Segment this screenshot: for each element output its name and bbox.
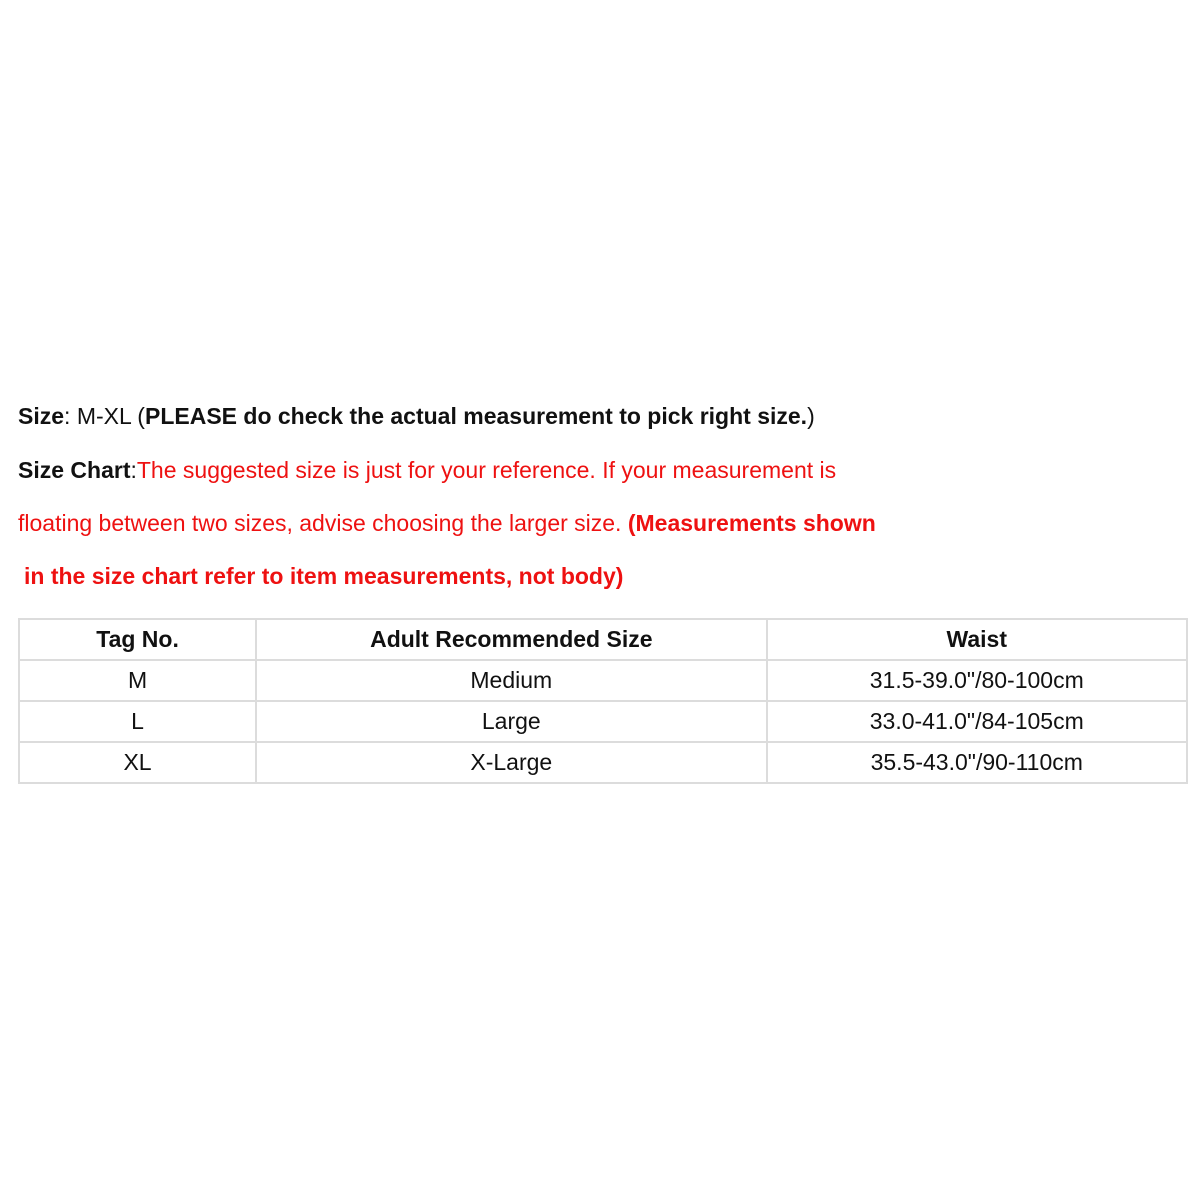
size-line: [18, 398, 815, 434]
size-table: [18, 618, 1188, 784]
size-chart-text-1: The suggested size is just for your reference. If your measurement is: [136, 457, 837, 483]
size-open-paren: (: [130, 403, 145, 429]
table-header-row: [19, 619, 1187, 660]
size-value: M-XL: [76, 403, 131, 429]
header-recommended-size: Adult Recommended Size: [256, 619, 766, 660]
size-label: Size: [18, 403, 65, 429]
size-chart-text-2: floating between two sizes, advise choosing the larger size.: [18, 510, 628, 536]
cell-recommended-size: Large: [256, 701, 766, 742]
cell-tag: L: [19, 701, 256, 742]
size-chart-bold-1: (Measurements shown: [627, 510, 876, 536]
size-chart-separator: :: [130, 457, 137, 483]
table-row: [19, 660, 1187, 701]
cell-waist: 35.5-43.0"/90-110cm: [767, 742, 1188, 783]
size-chart-line-3: [24, 558, 623, 594]
cell-tag: M: [19, 660, 256, 701]
header-waist: Waist: [767, 619, 1188, 660]
size-close-paren: ): [807, 403, 815, 429]
size-chart-bold-2: in the size chart refer to item measurements, not body): [24, 563, 624, 589]
size-note: PLEASE do check the actual measurement to pick right size.: [144, 403, 808, 429]
cell-waist: 33.0-41.0"/84-105cm: [767, 701, 1188, 742]
cell-recommended-size: Medium: [256, 660, 766, 701]
cell-waist: 31.5-39.0"/80-100cm: [767, 660, 1188, 701]
cell-tag: XL: [19, 742, 256, 783]
table-row: [19, 701, 1187, 742]
size-chart-label: Size Chart: [18, 457, 131, 483]
size-chart-line-1: [18, 452, 836, 488]
header-tag-no: Tag No.: [19, 619, 256, 660]
cell-recommended-size: X-Large: [256, 742, 766, 783]
table-row: [19, 742, 1187, 783]
size-separator: :: [64, 403, 77, 429]
size-chart-line-2: [18, 505, 876, 541]
